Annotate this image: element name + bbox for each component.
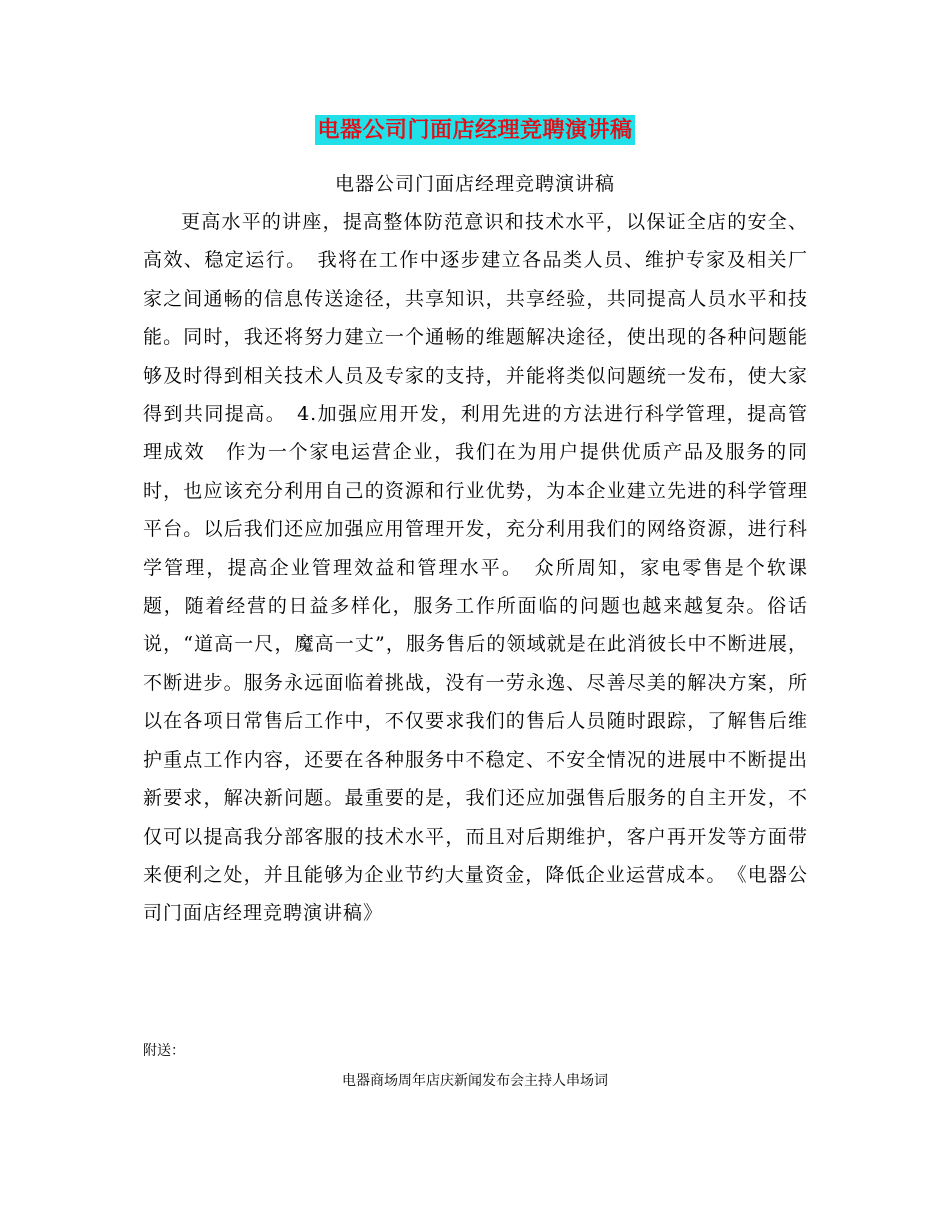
body-paragraph: 更高水平的讲座，提高整体防范意识和技术水平，以保证全店的安全、高效、稳定运行。 我将在工作中逐步建立各品类人员、维护专家及相关厂家之间通畅的信息传送途径，共享知识，共享经验，共同提高人员水平和技能。同时，我还将努力建立一个通畅的维题解决途径，使出现的各种问题能够及时得到相关技术人员及专家的支持，并能将类似问题统一发布，使大家得到共同提高。 4.加强应用开发，利用先进的方法进行科学管理，提高管理成效 作为一个家电运营企业，我们在为用户提供优质产品及服务的同时，也应该充分利用自己的资源和行业优势，为本企业建立先进的科学管理平台。以后我们还应加强应用管理开发，充分利用我们的网络资源，进行科学管理，提高企业管理效益和管理水平。 众所周知，家电零售是个软课题，随着经营的日益多样化，服务工作所面临的问题也越来越复杂。俗话说，“道高一尺，魔高一丈”，服务售后的领域就是在此消彼长中不断进展，不断进步。服务永远面临着挑战，没有一劳永逸、尽善尽美的解决方案，所以在各项日常售后工作中，不仅要求我们的售后人员随时跟踪，了解售后维护重点工作内容，还要在各种服务中不稳定、不安全情况的进展中不断提出新要求，解决新问题。最重要的是，我们还应加强售后服务的自主开发，不仅可以提高我分部客服的技术水平，而且对后期维护，客户再开发等方面带来便利之处，并且能够为企业节约大量资金，降低企业运营成本。 《电器公司门面店经理竞聘演讲稿》 — [143, 211, 808, 925]
title-container — [0, 115, 950, 145]
appendix-label: 附送： — [143, 1043, 185, 1059]
document-title: 电器公司门面店经理竞聘演讲稿 — [317, 117, 633, 143]
appendix-title: 电器商场周年店庆新闻发布会主持人串场词 — [342, 1073, 608, 1089]
document-subtitle: 电器公司门面店经理竞聘演讲稿 — [334, 173, 615, 195]
